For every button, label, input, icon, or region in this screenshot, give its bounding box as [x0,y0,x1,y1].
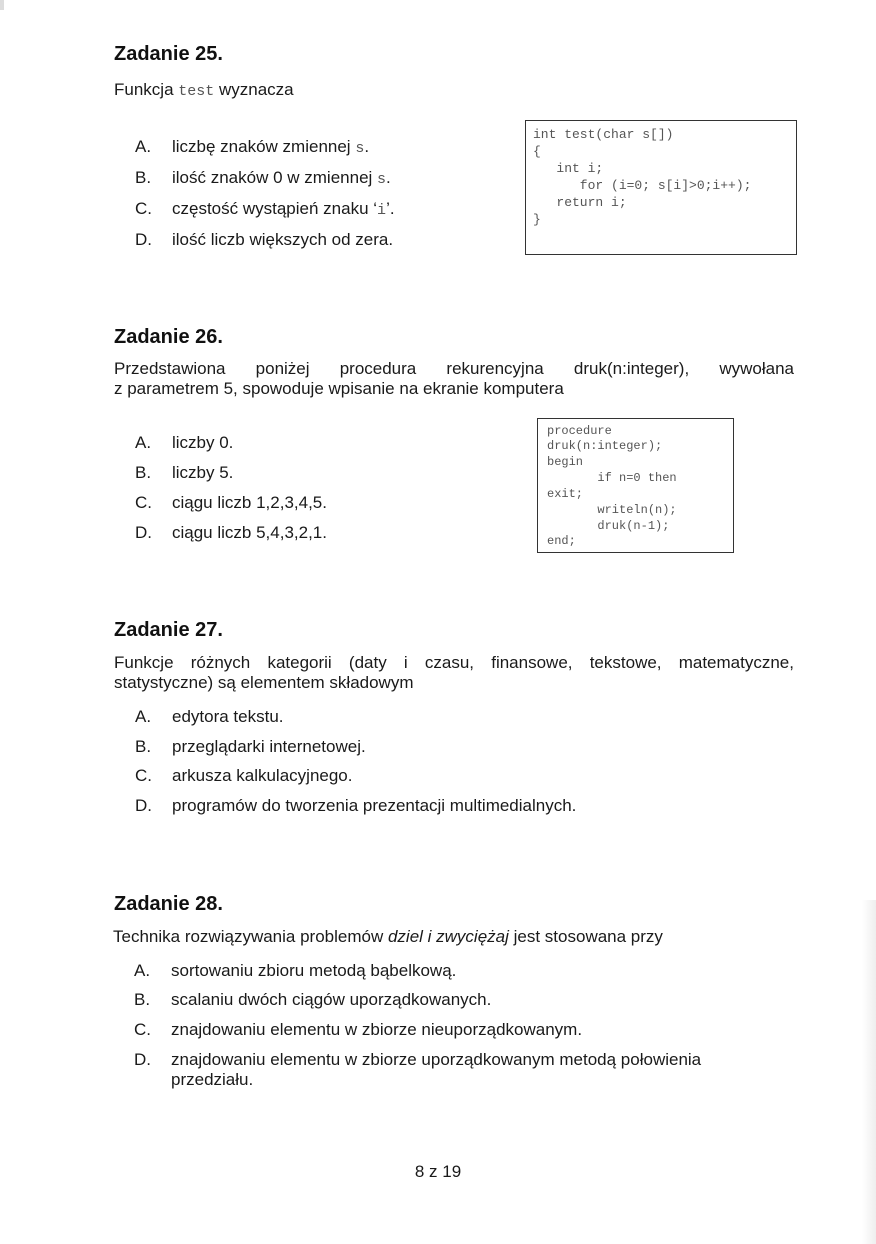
option-text: ilość liczb większych od zera. [172,230,394,249]
option-text: liczby 5. [172,463,234,482]
code-line: druk(n:integer); [547,439,663,453]
option-text-continuation: przedziału. [171,1070,254,1089]
option-letter: B. [135,168,152,187]
option-text: znajdowaniu elementu w zbiorze uporządkowanym metodą połowienia [171,1050,702,1069]
q27-title: Zadanie 27. [114,619,223,641]
option-text: edytora tekstu. [172,707,284,726]
code-line: end; [547,534,576,548]
option-text: liczby 0. [172,433,234,452]
option-letter: C. [134,1020,151,1039]
option-text: znajdowaniu elementu w zbiorze nieuporządkowanym. [171,1020,583,1039]
option-letter: B. [135,463,152,482]
option-text: programów do tworzenia prezentacji multimedialnych. [172,796,577,815]
q26-code-box [537,418,734,553]
q25-prompt-pre: Funkcja [114,80,179,99]
option-text: ciągu liczb 1,2,3,4,5. [172,493,327,512]
q25-prompt-post: wyznacza [214,80,294,99]
option-letter: A. [135,433,152,452]
option-letter: A. [135,137,152,156]
option-letter: D. [135,523,152,542]
option-letter: D. [135,796,152,815]
q25-prompt [114,80,794,102]
option-letter: A. [135,707,152,726]
code-line: { [533,144,541,159]
option-letter: C. [135,766,152,785]
option-letter: B. [135,737,152,756]
option-letter: B. [134,990,151,1009]
option-text: sortowaniu zbioru metodą bąbelkową. [171,961,457,980]
q27-prompt-line1: Funkcje różnych kategorii (daty i czasu, finansowe, tekstowe, matematyczne, [114,653,794,672]
option-text: liczbę znaków zmiennej s. [172,137,370,157]
scan-mark [0,0,4,10]
q28-prompt-em: dziel i zwyciężaj [387,927,509,946]
q26-prompt-line1: Przedstawiona poniżej procedura rekurencyjna druk(n:integer), wywołana [114,359,794,378]
option-letter: D. [134,1050,151,1069]
q28-prompt [113,927,793,947]
option-letter: A. [134,961,151,980]
option-text: ciągu liczb 5,4,3,2,1. [172,523,327,542]
q25-prompt-code: test [178,83,215,100]
option-text: ilość znaków 0 w zmiennej s. [172,168,391,188]
code-line: return i; [533,195,627,210]
option-text: scalaniu dwóch ciągów uporządkowanych. [171,990,492,1009]
q28-prompt-post: jest stosowana przy [508,927,663,946]
code-line: druk(n-1); [547,519,670,533]
q25-code-box [525,120,797,255]
option-text: arkusza kalkulacyjnego. [172,766,353,785]
code-line: procedure [547,424,612,438]
option-letter: C. [135,199,152,218]
option-letter: D. [135,230,152,249]
q26-prompt-line2: z parametrem 5, spowoduje wpisanie na ekranie komputera [114,379,564,398]
page-number: 8 z 19 [414,1162,462,1181]
code-line: int i; [533,161,604,176]
code-line: int test(char s[]) [533,127,674,142]
q28-prompt-pre: Technika rozwiązywania problemów [113,927,388,946]
q25-title: Zadanie 25. [114,43,223,65]
scan-edge-shadow [862,900,876,1244]
code-line: exit; [547,487,584,501]
code-line: } [533,212,541,227]
q27-prompt-line2: statystyczne) są elementem składowym [114,673,414,692]
code-line: for (i=0; s[i]>0;i++); [533,178,752,193]
option-text: częstość wystąpień znaku ‘i’. [172,199,395,219]
q26-title: Zadanie 26. [114,326,223,348]
code-line: begin [547,455,584,469]
option-text: przeglądarki internetowej. [172,737,366,756]
q28-title: Zadanie 28. [114,893,223,915]
code-line: writeln(n); [547,503,677,517]
code-line: if n=0 then [547,471,677,485]
option-letter: C. [135,493,152,512]
